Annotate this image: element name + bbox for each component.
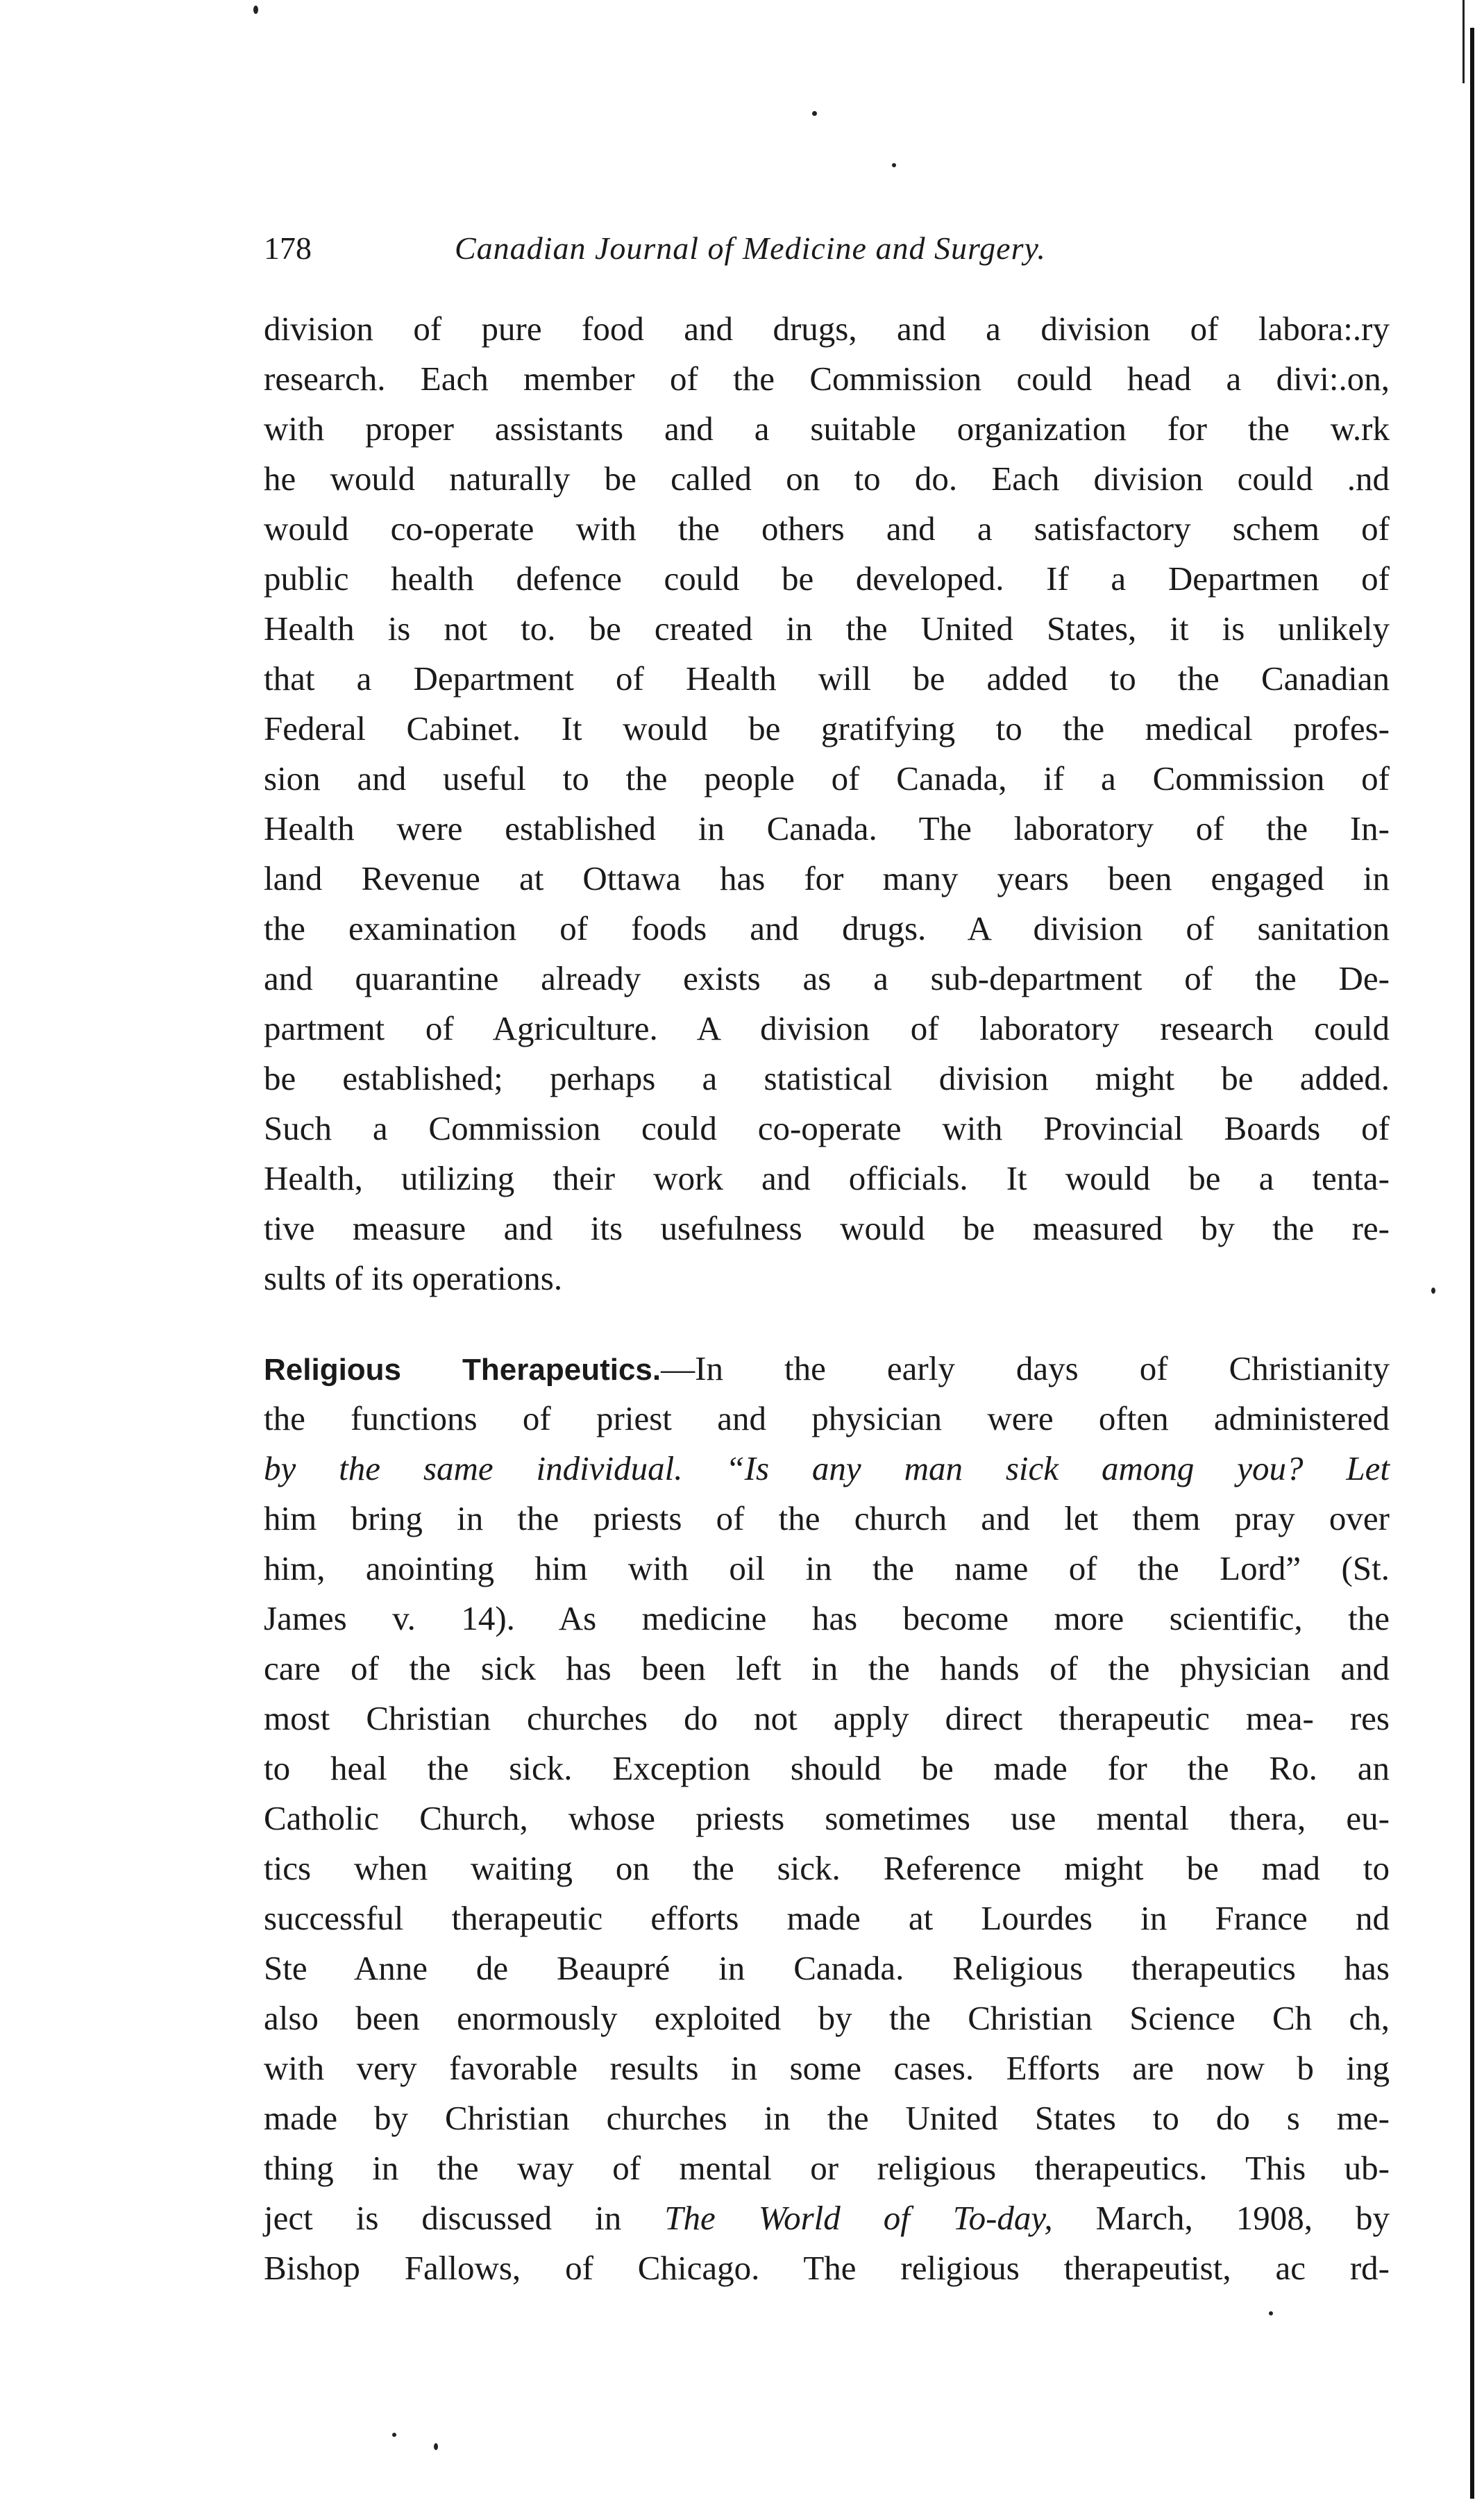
text-line: James v. 14). As medicine has become more scientific, the: [264, 1599, 1390, 1637]
text-line: Health were established in Canada. The laboratory of the In-: [264, 809, 1390, 847]
text-line: land Revenue at Ottawa has for many years been engaged in: [264, 859, 1390, 897]
text-line: [264, 1444, 1390, 1494]
text-span: March, 1908, by: [1052, 2199, 1390, 2237]
text-line: he would naturally be called on to do. Each division could .nd: [264, 459, 1390, 498]
text-line: the functions of priest and physician were often administered: [264, 1399, 1390, 1437]
text-line: research. Each member of the Commission could head a divi:.on,: [264, 360, 1390, 398]
text-line: care of the sick has been left in the hands of the physician and: [264, 1649, 1390, 1687]
text-line: to heal the sick. Exception should be made for the Ro. an: [264, 1749, 1390, 1787]
text-line: Catholic Church, whose priests sometimes use mental thera, eu-: [264, 1799, 1390, 1837]
running-head: [264, 221, 1395, 276]
scan-speck: [392, 2433, 396, 2437]
text-line: him bring in the priests of the church and let them pray over: [264, 1499, 1390, 1537]
scan-speck: [892, 163, 896, 167]
scan-speck: [1431, 1288, 1435, 1294]
text-line: with very favorable results in some cases. Efforts are now b ing: [264, 2049, 1390, 2087]
text-line: also been enormously exploited by the Christian Science Ch ch,: [264, 1999, 1390, 2037]
text-line: most Christian churches do not apply direct therapeutic mea- res: [264, 1699, 1390, 1737]
cited-publication: The World of To-day,: [664, 2199, 1053, 2237]
text-line: [264, 2193, 1390, 2243]
text-line: [264, 1344, 1390, 1394]
text-line: sults of its operations.: [264, 1259, 563, 1297]
text-line: made by Christian churches in the United States to do s me-: [264, 2099, 1390, 2137]
text-line: Health, utilizing their work and officials. It would be a tenta-: [264, 1159, 1390, 1197]
text-line: public health defence could be developed. If a Departmen of: [264, 559, 1390, 598]
scan-speck: [812, 111, 817, 116]
text-line: partment of Agriculture. A division of laboratory research could: [264, 1009, 1390, 1047]
text-line: tive measure and its usefulness would be measured by the re-: [264, 1209, 1390, 1247]
scan-edge: [1470, 28, 1474, 2499]
scan-edge-top: [1462, 0, 1465, 83]
paragraph-religious-therapeutics: [264, 1344, 1390, 2293]
paragraph-food-and-drugs: [264, 304, 1390, 1303]
paragraph-gap: [264, 1303, 1390, 1344]
body-text: [264, 304, 1390, 2293]
text-line: and quarantine already exists as a sub-department of the De-: [264, 959, 1390, 997]
text-line: sion and useful to the people of Canada, if a Commission of: [264, 759, 1390, 797]
text-line: Such a Commission could co-operate with Provincial Boards of: [264, 1109, 1390, 1147]
text-line: tics when waiting on the sick. Reference might be mad to: [264, 1849, 1390, 1887]
text-line: be established; perhaps a statistical division might be added.: [264, 1059, 1390, 1097]
text-line: Bishop Fallows, of Chicago. The religious therapeutist, ac rd-: [264, 2249, 1390, 2287]
section-heading: Religious Therapeutics.: [264, 1353, 661, 1387]
scripture-quote: “Is any man sick among you? Let: [682, 1449, 1390, 1487]
text-line: division of pure food and drugs, and a division of labora:.ry: [264, 310, 1390, 348]
text-line: Health is not to. be created in the United States, it is unlikely: [264, 609, 1390, 648]
text-line: Ste Anne de Beaupré in Canada. Religious therapeutics has: [264, 1949, 1390, 1987]
text-line: that a Department of Health will be added to the Canadian: [264, 659, 1390, 698]
text-line: with proper assistants and a suitable organization for the w.rk: [264, 410, 1390, 448]
scan-speck: [434, 2443, 438, 2450]
text-line: the examination of foods and drugs. A division of sanitation: [264, 909, 1390, 947]
scan-speck: [253, 6, 258, 14]
page-number: 178: [264, 230, 312, 266]
journal-title: Canadian Journal of Medicine and Surgery.: [455, 230, 1046, 266]
text-line: him, anointing him with oil in the name of the Lord” (St.: [264, 1549, 1390, 1587]
text-line: would co-operate with the others and a satisfactory schem of: [264, 509, 1390, 548]
scan-speck: [1269, 2311, 1273, 2315]
text-line: thing in the way of mental or religious therapeutics. This ub-: [264, 2149, 1390, 2187]
text-line: Federal Cabinet. It would be gratifying to the medical profes-: [264, 709, 1390, 748]
italic-span: by the same individual.: [264, 1449, 683, 1487]
text-span: —In the early days of Christianity: [661, 1349, 1390, 1387]
text-span: ject is discussed in: [264, 2199, 665, 2237]
text-line: successful therapeutic efforts made at Lourdes in France nd: [264, 1899, 1390, 1937]
